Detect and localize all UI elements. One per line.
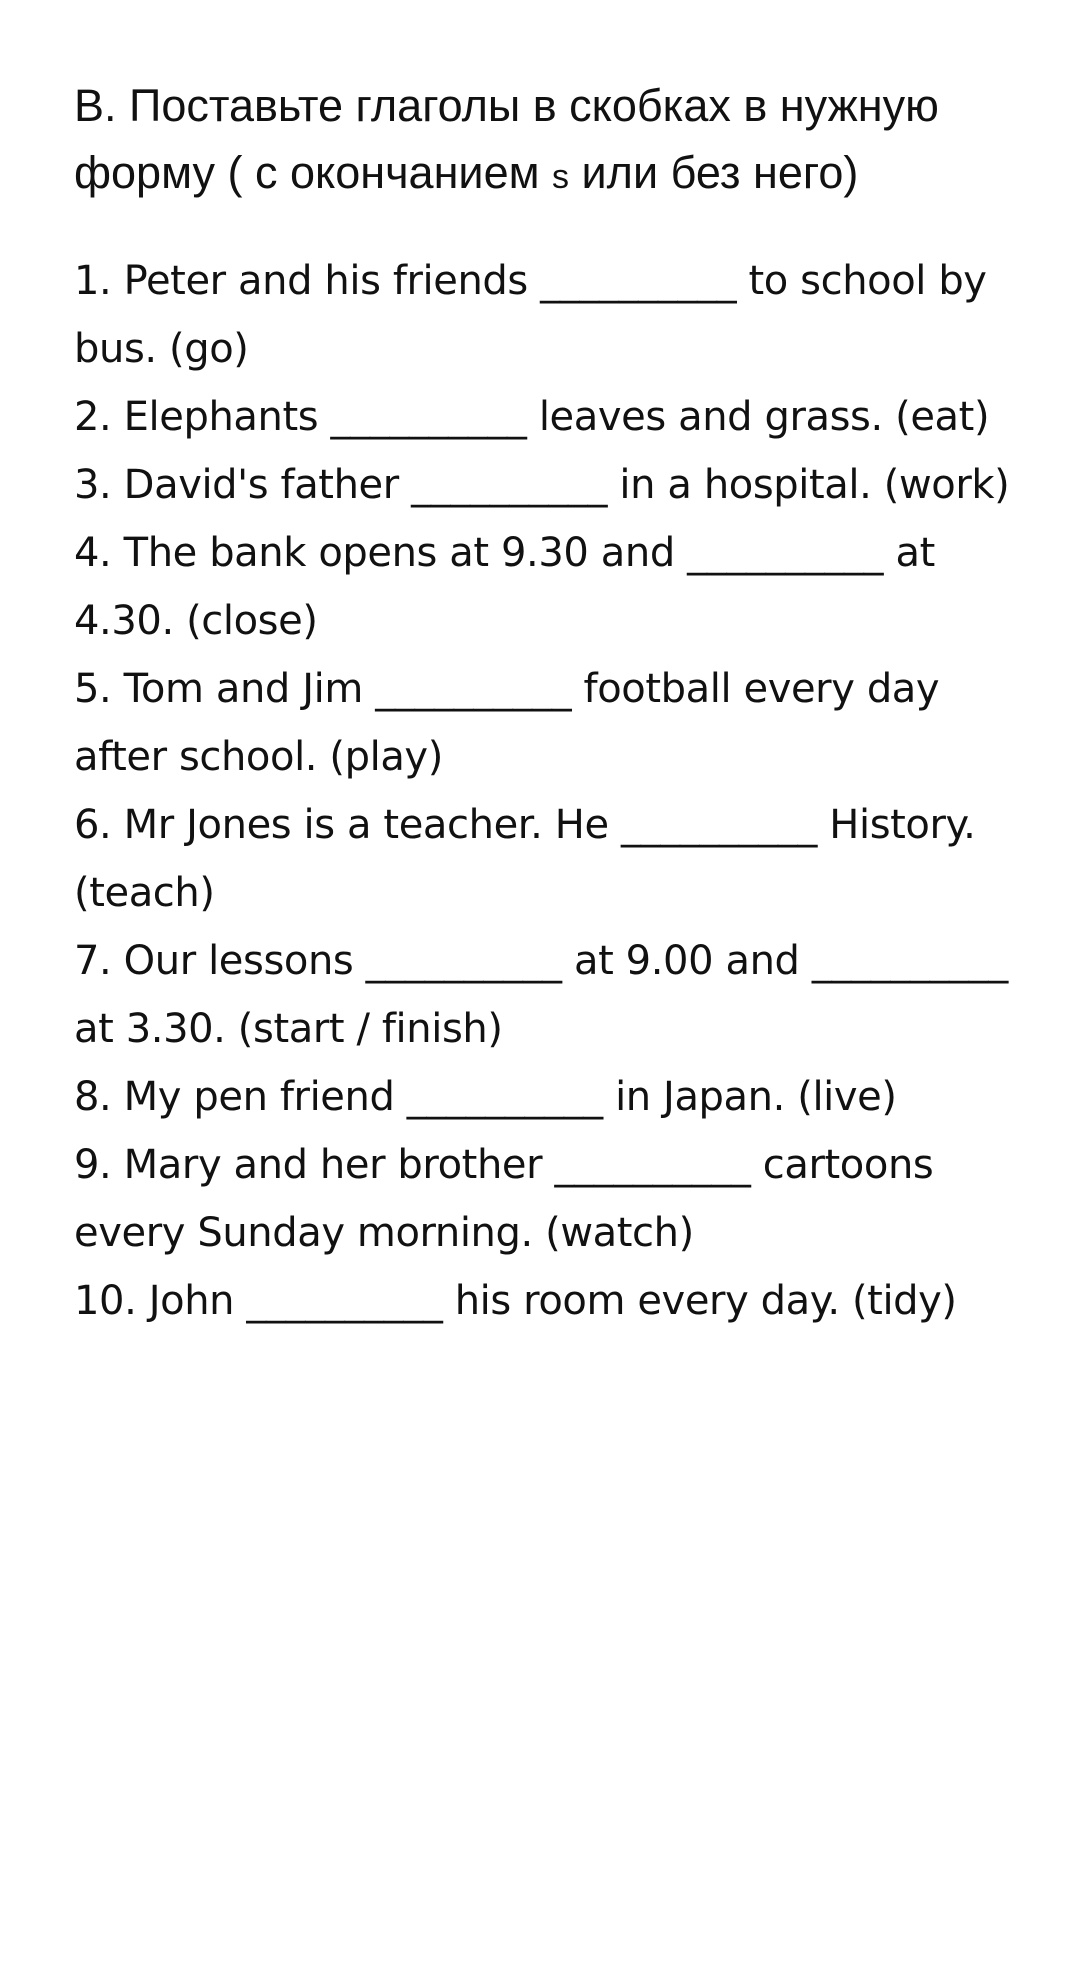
exercise-item-10: 10. John __________ his room every day. (tidy)	[74, 1278, 957, 1324]
exercise-list	[74, 247, 1024, 1335]
exercise-item-9: 9. Mary and her brother __________ cartoons every Sunday morning. (watch)	[74, 1142, 934, 1256]
exercise-item-3: 3. David's father __________ in a hospital. (work)	[74, 462, 1010, 508]
exercise-item-6: 6. Mr Jones is a teacher. He __________ History. (teach)	[74, 802, 976, 916]
task-heading-ending-s: s	[552, 158, 570, 196]
exercise-item-5: 5. Tom and Jim __________ football every day after school. (play)	[74, 666, 940, 780]
task-heading-part1: В. Поставьте глаголы в скобках в нужную форму ( с окончанием	[74, 80, 939, 198]
task-heading	[74, 72, 1024, 211]
task-heading-part2: или без него)	[569, 147, 859, 198]
exercise-item-2: 2. Elephants __________ leaves and grass. (eat)	[74, 394, 990, 440]
exercise-item-7: 7. Our lessons __________ at 9.00 and __________ at 3.30. (start / finish)	[74, 938, 1008, 1052]
exercise-item-8: 8. My pen friend __________ in Japan. (live)	[74, 1074, 897, 1120]
worksheet-page	[74, 72, 1024, 1335]
exercise-item-1: 1. Peter and his friends __________ to school by bus. (go)	[74, 258, 987, 372]
exercise-item-4: 4. The bank opens at 9.30 and __________ at 4.30. (close)	[74, 530, 935, 644]
